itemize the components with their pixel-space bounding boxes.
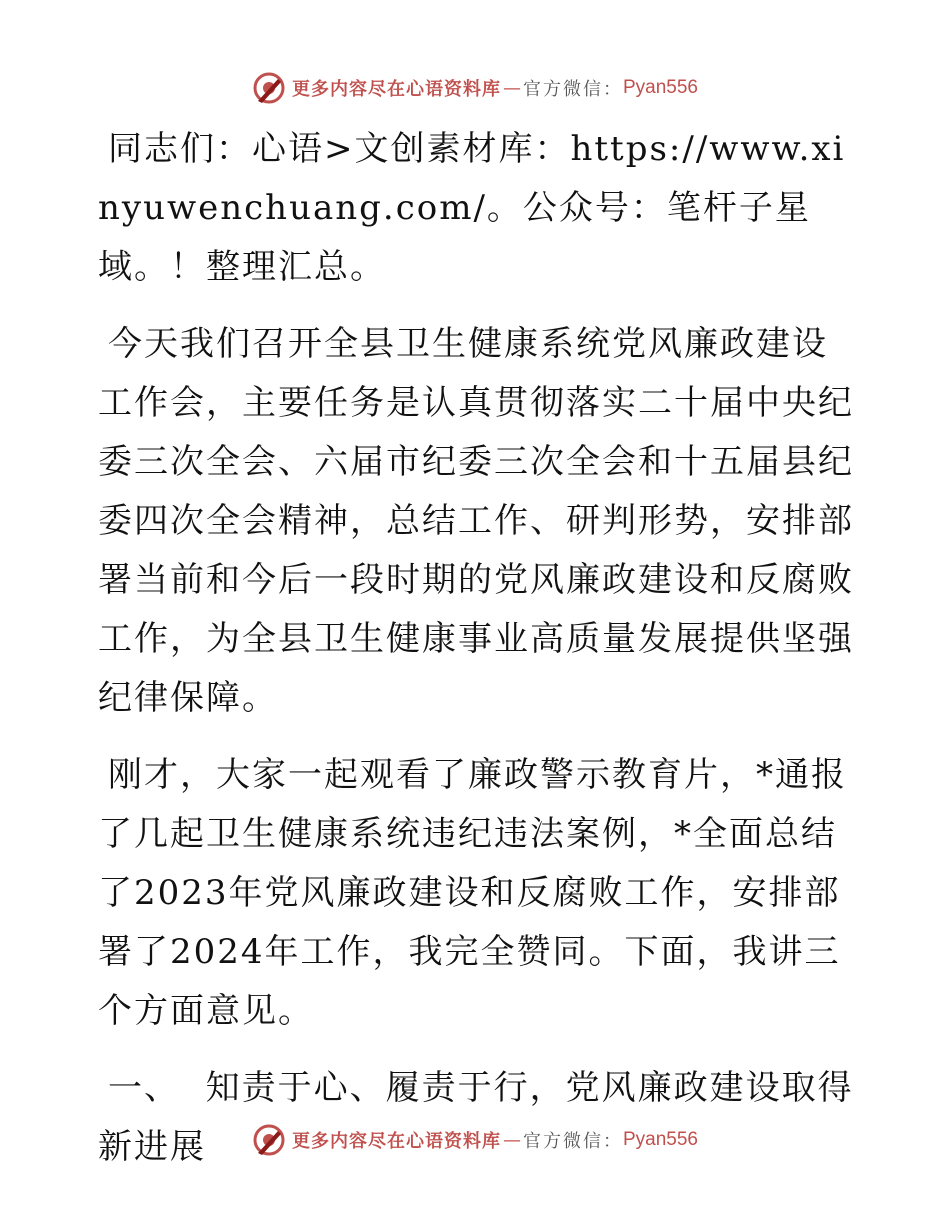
brush-logo-icon xyxy=(252,71,286,105)
paragraph-review: 刚才，大家一起观看了廉政警示教育片，*通报了几起卫生健康系统违纪违法案例，*全面总结了2023年党风廉政建设和反腐败工作，安排部署了2024年工作，我完全赞同。下面，我讲三个方面意见。 xyxy=(98,755,847,1031)
paragraph-intro: 今天我们召开全县卫生健康系统党风廉政建设工作会，主要任务是认真贯彻落实二十届中央纪委三次全会、六届市纪委三次全会和十五届县纪委四次全会精神，总结工作、研判形势，安排部署当前和今后一段时期的党风廉政建设和反腐败工作，为全县卫生健康事业高质量发展提供坚强纪律保障。 xyxy=(98,324,854,718)
watermark-handle: Pyan556 xyxy=(622,77,698,98)
watermark-banner-bottom xyxy=(0,1120,950,1160)
brush-logo-icon xyxy=(252,1123,286,1157)
watermark-handle: Pyan556 xyxy=(622,1129,698,1150)
watermark-main-text: 更多内容尽在心语资料库 xyxy=(291,79,501,100)
section-heading-number: 一、 xyxy=(108,1068,180,1108)
watermark-banner-top xyxy=(0,68,950,108)
watermark-dash: — xyxy=(502,77,521,99)
watermark-wechat-label: 官方微信： xyxy=(522,1131,623,1152)
paragraph-greeting: 同志们：心语>文创素材库：https://www.xinyuwenchuang.com/。公众号：笔杆子星域。！整理汇总。 xyxy=(98,129,846,287)
watermark-wechat-label: 官方微信： xyxy=(522,79,623,100)
watermark-dash: — xyxy=(502,1129,521,1151)
section-heading-title: 知责于心、履责于行，党风廉政建设取得新进展 xyxy=(98,1068,854,1167)
document-body xyxy=(98,120,858,1177)
watermark-main-text: 更多内容尽在心语资料库 xyxy=(291,1131,501,1152)
